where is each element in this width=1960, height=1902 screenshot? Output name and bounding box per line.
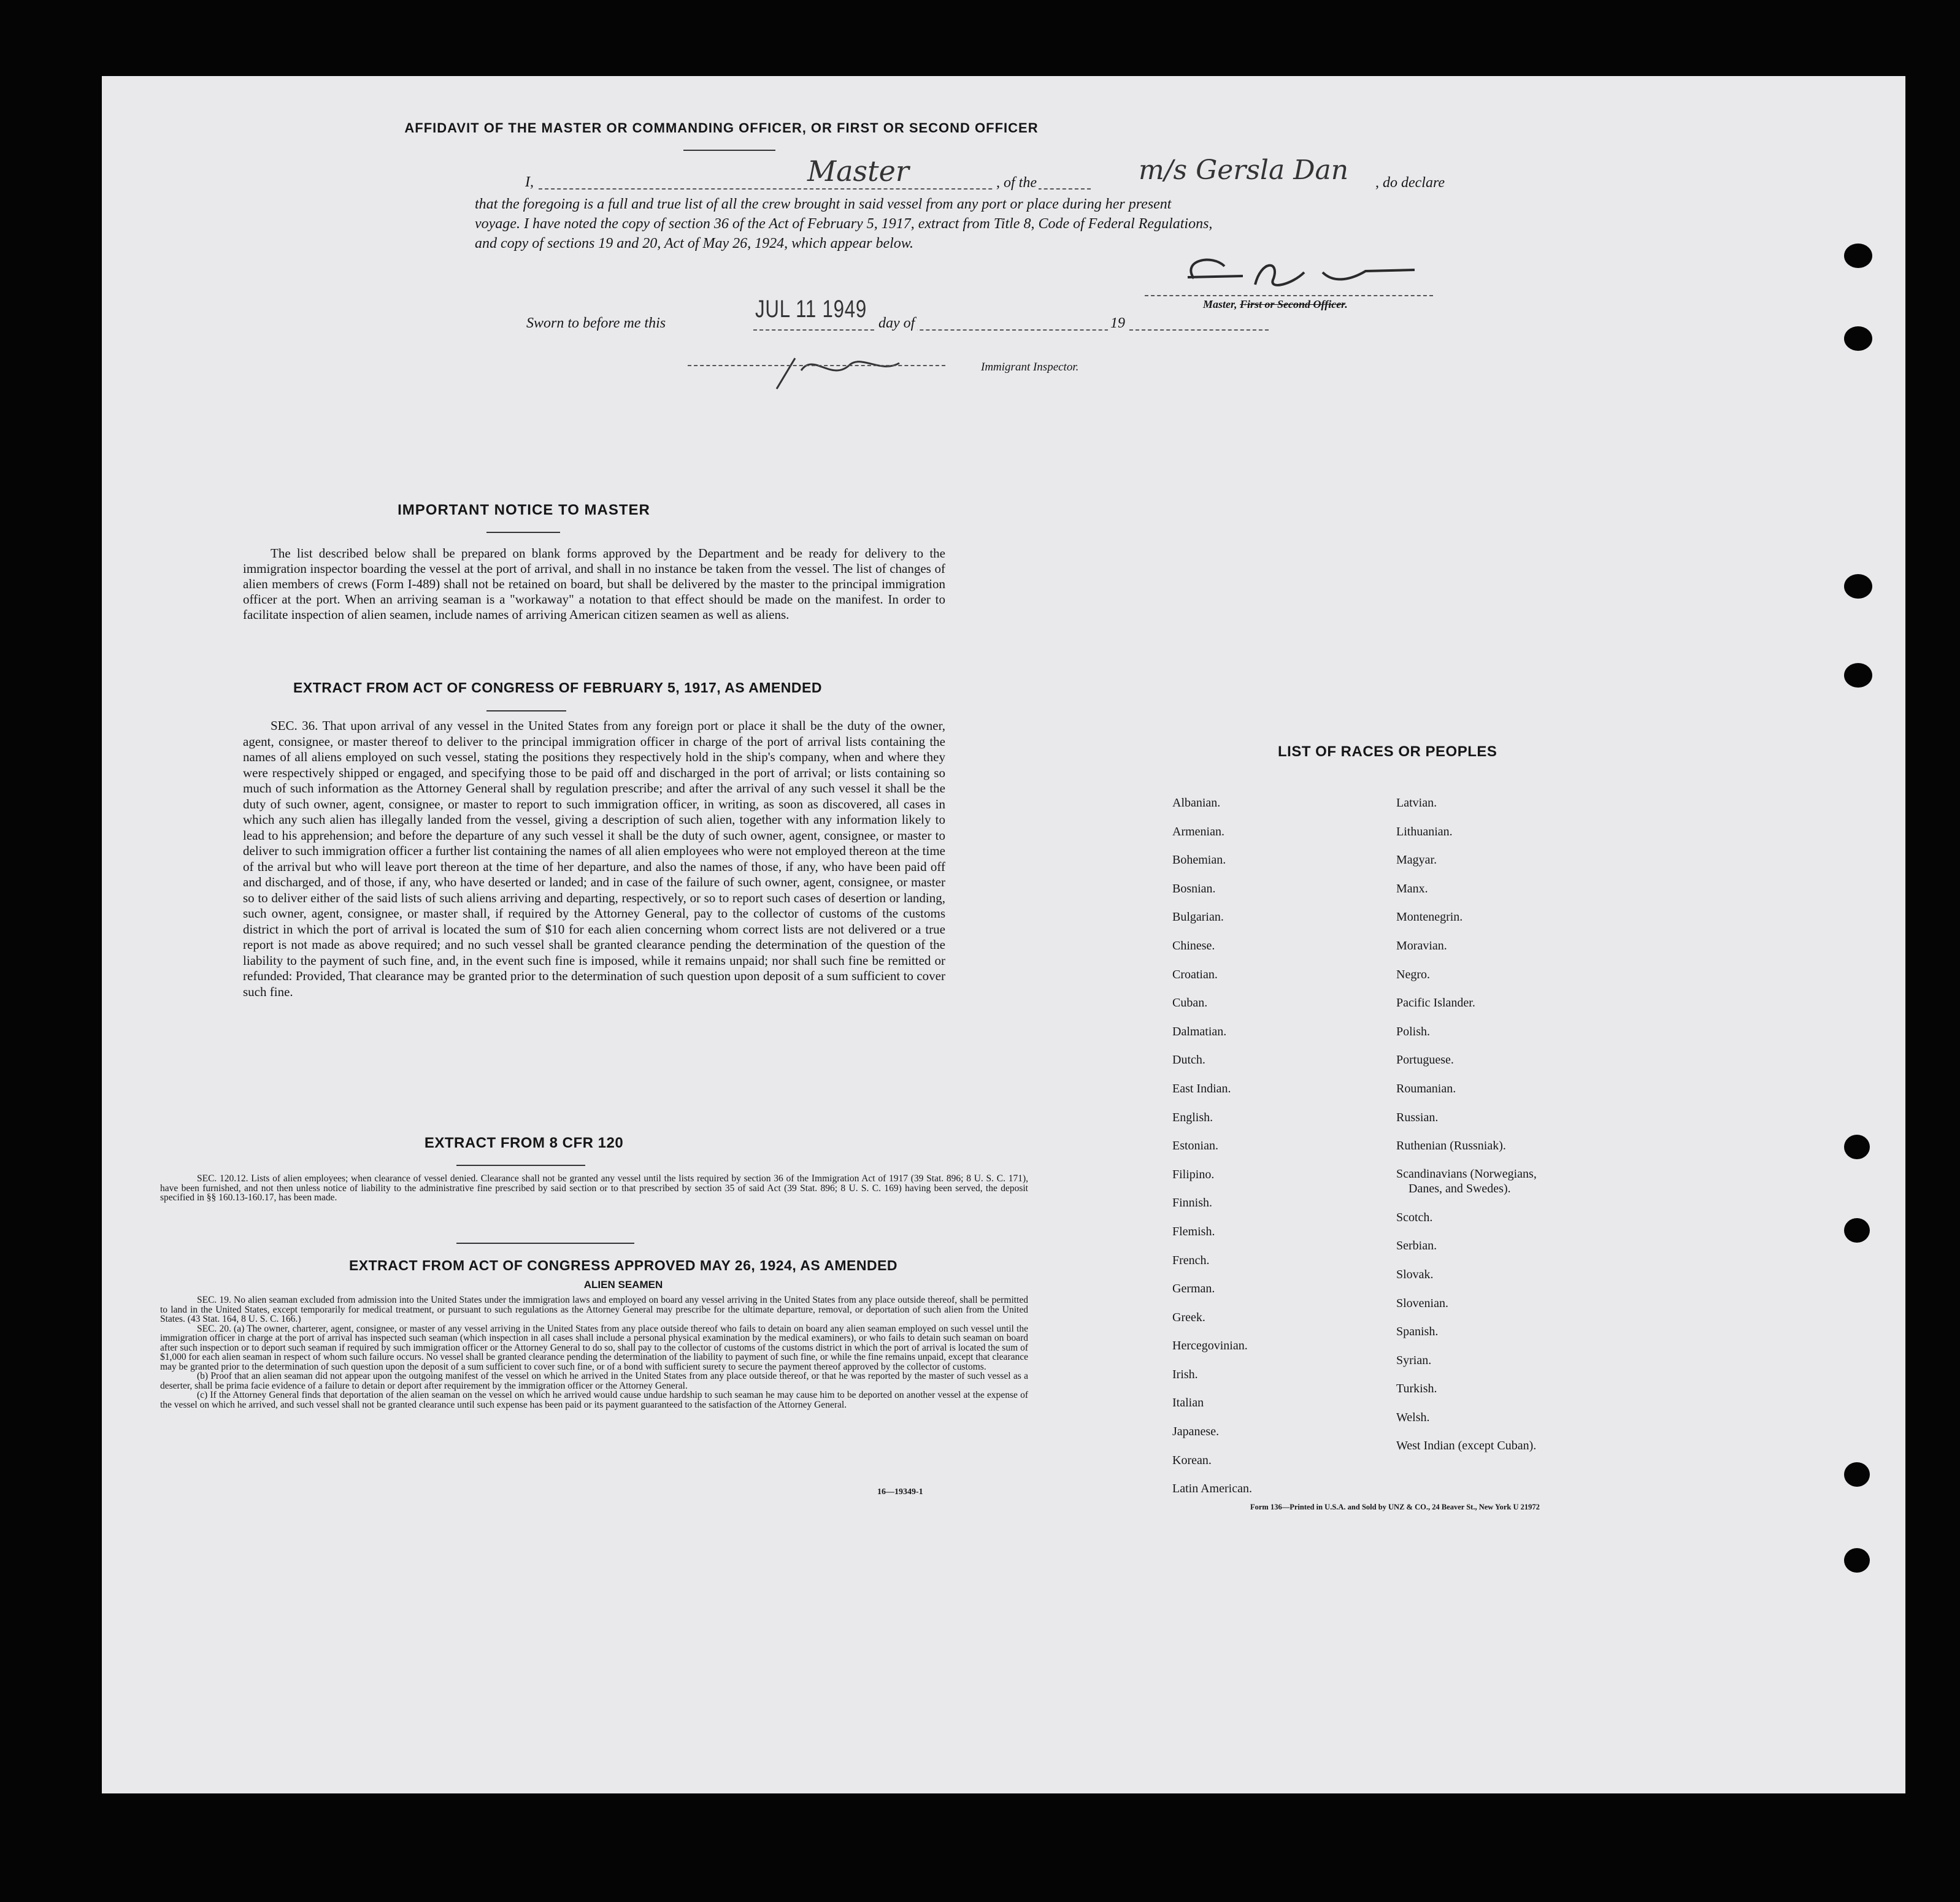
handwritten-rank: Master (807, 155, 909, 188)
date-stamp: JUL 11 1949 (755, 296, 867, 323)
affidavit-i: I, (525, 174, 534, 190)
do-declare-text: , do declare (1374, 175, 1447, 191)
race-item: Chinese. (1172, 938, 1215, 953)
race-item: Roumanian. (1396, 1081, 1456, 1095)
title-rule (683, 150, 775, 151)
race-item: East Indian. (1172, 1081, 1231, 1095)
notice-title: IMPORTANT NOTICE TO MASTER (398, 502, 650, 518)
race-item: Scotch. (1396, 1210, 1433, 1224)
race-item: Bulgarian. (1172, 910, 1224, 924)
race-item: Welsh. (1396, 1410, 1430, 1424)
race-item: Latin American. (1172, 1482, 1252, 1496)
race-item: French. (1172, 1253, 1210, 1267)
race-item: Magyar. (1396, 853, 1437, 867)
race-item: Moravian. (1396, 938, 1447, 953)
race-item: Slovenian. (1396, 1296, 1448, 1310)
cfr-text: SEC. 120.12. Lists of alien employees; when clearance of vessel denied. Clearance shall not be granted any vessel until the lists required by section 36 of the Immigration Act of 1917 (39 Stat. 896; 8 U. S. C. 171), have been furnished, and not then unless notice of liability to the administrative fine prescribed by said section or to that prescribed by section 35 of said Act (39 Stat. 896; 8 U. S. C. 169) having been served, the deposit specified in §§ 160.13-160.17, has been made. (160, 1173, 1028, 1203)
race-item: Serbian. (1396, 1239, 1437, 1253)
race-item: Korean. (1172, 1453, 1212, 1467)
affidavit-title: AFFIDAVIT OF THE MASTER OR COMMANDING OFFICER, OR FIRST OR SECOND OFFICER (404, 120, 1039, 136)
race-item: Albanian. (1172, 796, 1221, 810)
race-item: Syrian. (1396, 1353, 1432, 1367)
race-item: Japanese. (1172, 1425, 1220, 1439)
race-item: Dalmatian. (1172, 1024, 1227, 1038)
sworn-fill-line (753, 329, 1269, 331)
race-item: Slovak. (1396, 1267, 1434, 1281)
race-item: Polish. (1396, 1024, 1431, 1038)
race-item: Bosnian. (1172, 881, 1216, 895)
notice-rule (486, 532, 560, 533)
race-item: Croatian. (1172, 967, 1218, 981)
race-item: Portuguese. (1396, 1053, 1454, 1067)
punch-hole (1844, 574, 1872, 599)
races-left-column (1172, 789, 1252, 1503)
race-item: Manx. (1396, 881, 1428, 895)
sec-19-text: SEC. 19. No alien seaman excluded from admission into the United States under the immigration laws and employed on board any vessel arriving in the United States from any place outside thereof, shall be permitted to land in the United States, except temporarily for medical treatment, or pursuant to such regulations as the Attorney General may prescribe for the ultimate departure, removal, or deportation of such alien from the United States. (43 Stat. 164, 8 U. S. C. 166.) (160, 1295, 1028, 1324)
cfr-title: EXTRACT FROM 8 CFR 120 (424, 1135, 624, 1151)
race-item: Montenegrin. (1396, 910, 1463, 924)
race-item: West Indian (except Cuban). (1396, 1439, 1537, 1453)
master-signature-line (1145, 295, 1433, 296)
extract-1917-rule (486, 710, 566, 711)
race-item: Greek. (1172, 1310, 1205, 1324)
race-item: Hercegovinian. (1172, 1339, 1248, 1353)
race-item: Negro. (1396, 967, 1430, 981)
race-item: English. (1172, 1110, 1213, 1124)
race-item: Dutch. (1172, 1053, 1205, 1067)
race-item: Armenian. (1172, 824, 1224, 838)
race-item: German. (1172, 1282, 1215, 1296)
sec-20c-text: (c) If the Attorney General finds that deportation of the alien seaman on the vessel on which he arrived would cause undue hardship to such seaman he may cause him to be deported on another vessel at the expense of the vessel on which he arrived, and such vessel shall not be granted clearance until such expense has been paid or its payment guaranteed to the satisfaction of the Attorney General. (160, 1390, 1028, 1410)
race-item: Lithuanian. (1396, 824, 1453, 838)
race-item: Spanish. (1396, 1325, 1439, 1339)
race-item: Italian (1172, 1396, 1204, 1410)
form-code: 16—19349-1 (877, 1487, 923, 1497)
race-item-scandinavians: Scandinavians (Norwegians, Danes, and Swedes). (1396, 1167, 1537, 1195)
inspector-signature (758, 346, 955, 395)
cfr-rule (456, 1165, 585, 1166)
extract-1917-text: SEC. 36. That upon arrival of any vessel in the United States from any foreign port or place it shall be the duty of the owner, agent, consignee, or master thereof to deliver to the principal immigration officer in charge of the port of arrival lists containing the names of all aliens employed on such vessel, stating the positions they respectively hold in the ship's company, when and where they were respectively shipped or engaged, and specifying those to be paid off and discharged in the port of arrival; or lists containing so much of such information as the Attorney General shall by regulation prescribe; and after the arrival of any such vessel it shall be the duty of such owner, agent, consignee, or master to report to such immigration officer, in writing, as soon as discovered, all cases in which any such alien has illegally landed from the vessel, giving a description of such alien, together with any information likely to lead to his apprehension; and before the departure of any such vessel it shall be the duty of such owner, agent, consignee, or master to deliver to such immigration officer a further list containing the names of all alien employees who were not employed thereon at the time of the arrival but who will leave port thereon at the time of her departure, and also the names of those, if any, who have been paid off and discharged, and of those, if any, who have deserted or landed; and in case of the failure of such owner, agent, consignee, or master so to deliver either of the said lists of such aliens arriving and departing, respectively, or so to report such cases of desertion or landing, such owner, agent, consignee, or master shall, if required by the Attorney General, pay to the collector of customs of the customs district in which the port of arrival is located the sum of $10 for each alien concerning whom correct lists are not delivered or a true report is not made as above required; and no such vessel shall be granted clearance pending the determination of the question of the liability to the payment of such fine, and, in the event such fine is imposed, while it remains unpaid; nor shall such fine be remitted or refunded: Provided, That clearance may be granted prior to the determination of such question upon deposit of a sum sufficient to cover such fine. (243, 718, 945, 999)
race-item: Flemish. (1172, 1224, 1215, 1238)
inspector-signature-line (688, 365, 945, 366)
extract-1924-top-rule (456, 1243, 634, 1244)
race-item: Russian. (1396, 1110, 1439, 1124)
races-right-column (1396, 789, 1537, 1460)
race-item: Pacific Islander. (1396, 996, 1475, 1010)
extract-1924-title: EXTRACT FROM ACT OF CONGRESS APPROVED MAY 26, 1924, AS AMENDED (348, 1257, 898, 1273)
sec-20b-text: (b) Proof that an alien seaman did not appear upon the outgoing manifest of the vessel on which he arrived in the United States from any place outside thereof, or that he was reported by the master of such vessel as a deserter, shall be prima facie evidence of a failure to detain or deport after requirement by the immigration officer or the Attorney General. (160, 1371, 1028, 1391)
punch-hole (1844, 326, 1872, 351)
race-item: Cuban. (1172, 996, 1208, 1010)
document-page (102, 76, 1905, 1793)
year-text: 19 (1108, 315, 1128, 332)
sec-20a-text: SEC. 20. (a) The owner, charterer, agent, consignee, or master of any vessel arriving in the United States from any place outside thereof who fails to detain on board any alien seaman employed on such vessel until the immigration officer in charge at the port of arrival has inspected such seaman (which inspection in all cases shall include a personal physical examination by the medical examiners), or who fails to detain such seaman on board after such inspection or to deport such seaman if required by such immigration officer or the Attorney General to do so, shall pay to the collector of customs of the customs district in which the port of arrival is located the sum of $1,000 for each alien seaman in respect of whom such failure occurs. No vessel shall be granted clearance pending the determination of the liability to payment of such fine, or while the fine remains unpaid, except that clearance may be granted prior to the determination of such question upon the deposit of a sum sufficient to cover such fine, or of a bond with sufficient surety to secure the payment thereof approved by the collector of customs. (160, 1323, 1028, 1372)
punch-hole (1844, 1548, 1870, 1573)
race-item: Turkish. (1396, 1382, 1437, 1396)
race-item: Estonian. (1172, 1139, 1218, 1153)
sworn-text: Sworn to before me this (526, 315, 666, 331)
extract-1924-body (160, 1295, 1028, 1409)
race-item: Filipino. (1172, 1167, 1215, 1181)
race-item: Irish. (1172, 1367, 1198, 1381)
affidavit-line-4: and copy of sections 19 and 20, Act of May 26, 1924, which appear below. (475, 236, 914, 251)
punch-hole (1844, 1462, 1870, 1487)
extract-1924-subtitle: ALIEN SEAMEN (583, 1279, 663, 1290)
printer-footer: Form 136—Printed in U.S.A. and Sold by UNZ & CO., 24 Beaver St., New York U 21972 (1250, 1503, 1540, 1511)
punch-hole (1844, 663, 1872, 688)
signature-caption: Master, First or Second Officer. (1203, 298, 1348, 310)
punch-hole (1844, 244, 1872, 268)
of-the-text: , of the (994, 175, 1039, 191)
extract-1917-title: EXTRACT FROM ACT OF CONGRESS OF FEBRUARY 5, 1917, AS AMENDED (293, 680, 822, 696)
punch-hole (1844, 1135, 1870, 1159)
notice-text: The list described below shall be prepared on blank forms approved by the Department and be ready for delivery to the immigration inspector boarding the vessel at the port of arrival, and shall in no instance be taken from the vessel. The list of changes of alien members of crews (Form I-489) shall not be retained on board, but shall be delivered by the master to the principal immigration officer at the port. When an arriving seaman is a "workaway" a notation to that effect should be made on the manifest. In order to facilitate inspection of alien seamen, include names of arriving American citizen seamen as well as aliens. (243, 546, 945, 622)
affidavit-line-2: that the foregoing is a full and true list of all the crew brought in said vessel from any port or place during her present (475, 196, 1172, 212)
race-item: Latvian. (1396, 796, 1437, 810)
race-item: Ruthenian (Russniak). (1396, 1139, 1506, 1153)
punch-hole (1844, 1218, 1870, 1243)
race-item: Bohemian. (1172, 853, 1226, 867)
day-of-text: day of (876, 315, 917, 332)
inspector-caption: Immigrant Inspector. (981, 361, 1079, 374)
handwritten-vessel: m/s Gersla Dan (1139, 155, 1349, 186)
affidavit-line-3: voyage. I have noted the copy of section 36 of the Act of February 5, 1917, extract from Title 8, Code of Federal Regulations, (475, 216, 1213, 232)
races-title: LIST OF RACES OR PEOPLES (1278, 743, 1497, 760)
race-item: Finnish. (1172, 1196, 1213, 1210)
